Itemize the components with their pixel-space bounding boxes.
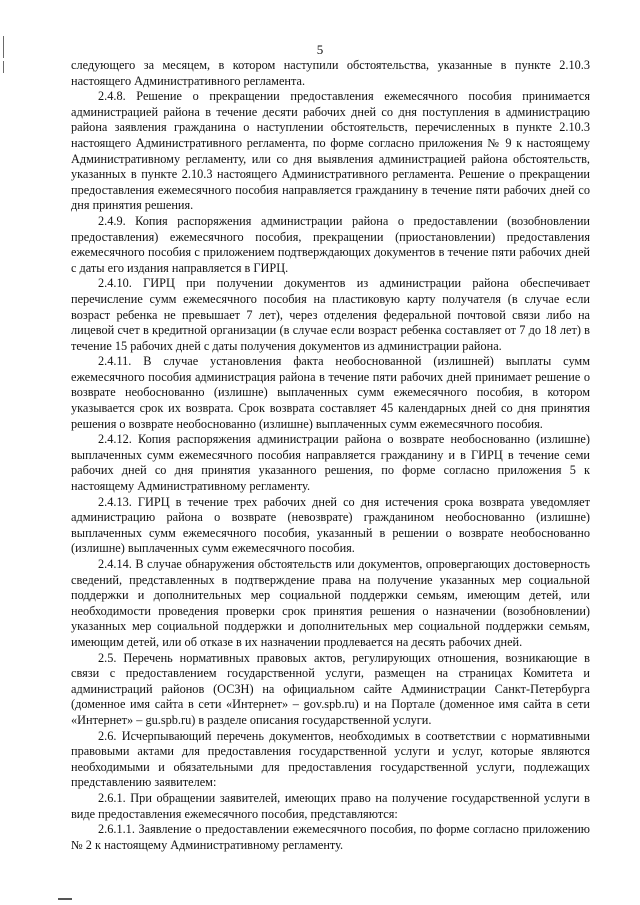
document-body — [71, 58, 590, 853]
paragraph-2-4-11: 2.4.11. В случае установления факта необоснованной (излишней) выплаты сумм ежемесячного пособия администрация района в течение пяти рабочих дней принимает решение о возврате необоснованно (излишне) выплаченных сумм ежемесячного пособия, в котором указывается срок их возврата. Срок возврата составляет 45 календарных дней со дня принятия решения о возврате необоснованно (излишне) выплаченных сумм ежемесячного пособия. — [71, 354, 590, 431]
paragraph-continuation: следующего за месяцем, в котором наступили обстоятельства, указанные в пункте 2.10.3 настоящего Административного регламента. — [71, 58, 590, 88]
paragraph-2-4-10: 2.4.10. ГИРЦ при получении документов из администрации района обеспечивает перечисление сумм ежемесячного пособия на пластиковую карту получателя (в случае если возраст ребенка не превышает 7 лет), через отделения федеральной почтовой связи либо на лицевой счет в кредитной организации (в случае если возраст ребенка составляет от 7 до 18 лет) в течение 15 рабочих дней с даты получения документов из администрации района. — [71, 276, 590, 353]
page-number: 5 — [316, 42, 324, 57]
scan-edge-mark-bottom — [58, 898, 72, 900]
paragraph-2-4-14: 2.4.14. В случае обнаружения обстоятельств или документов, опровергающих достоверность сведений, представленных в подтверждение права на получение указанных мер социальной поддержки и дополнительных мер социальной поддержки семьям, имеющим детей, или необходимости проведения проверки срок принятия решения о назначении (возобновлении) указанных мер социальной поддержки и дополнительных мер социальной поддержки семьям, имеющим детей, или об отказе в их назначении продлевается на десять рабочих дней. — [71, 557, 590, 649]
paragraph-2-4-9: 2.4.9. Копия распоряжения администрации района о предоставлении (возобновлении предоставления) ежемесячного пособия, прекращении (приостановлении) предоставления ежемесячного пособия с приложением подтверждающих документов в течение пяти рабочих дней с даты его издания направляется в ГИРЦ. — [71, 213, 590, 275]
paragraph-2-5: 2.5. Перечень нормативных правовых актов, регулирующих отношения, возникающие в связи с предоставлением государственной услуги, размещен на страницах Комитета и администраций районов (ОСЗН) на официальном сайте Администрации Санкт-Петербурга (доменное имя сайта в сети «Интернет» – gov.spb.ru) и на Портале (доменное имя сайта в сети «Интернет» – gu.spb.ru) в разделе описания государственной услуги. — [71, 650, 590, 727]
paragraph-2-6: 2.6. Исчерпывающий перечень документов, необходимых в соответствии с нормативными правовыми актами для предоставления государственной услуги и услуг, которые являются необходимыми и обязательными для предоставления государственной услуги, подлежащих представлению заявителем: — [71, 728, 590, 790]
paragraph-2-4-8: 2.4.8. Решение о прекращении предоставления ежемесячного пособия принимается администрацией района в течение десяти рабочих дней со дня поступления в администрацию района заявления гражданина о наступлении обстоятельств, перечисленных в пункте 2.10.3 настоящего Административного регламента, по форме согласно приложения № 9 к настоящему Административному регламенту, или со дня выявления администрацией района обстоятельств, указанных в пункте 2.10.3 настоящего Административного регламента. Решение о прекращении предоставления ежемесячного пособия направляется гражданину в течение пяти рабочих дней со дня принятия решения. — [71, 89, 590, 213]
paragraph-2-6-1: 2.6.1. При обращении заявителей, имеющих право на получение государственной услуги в виде предоставления ежемесячного пособия, представляются: — [71, 790, 590, 821]
paragraph-2-6-1-1: 2.6.1.1. Заявление о предоставлении ежемесячного пособия, по форме согласно приложению № 2 к настоящему Административному регламенту. — [71, 822, 590, 852]
scan-edge-mark-lower — [3, 61, 4, 73]
paragraph-2-4-12: 2.4.12. Копия распоряжения администрации района о возврате необоснованно (излишне) выплаченных сумм ежемесячного пособия направляется гражданину и в ГИРЦ в течение семи рабочих дней со дня принятия указанного решения, по форме согласно приложения 5 к настоящему Административному регламенту. — [71, 432, 590, 494]
paragraph-2-4-13: 2.4.13. ГИРЦ в течение трех рабочих дней со дня истечения срока возврата уведомляет администрацию района о возврате (невозврате) гражданином необоснованно (излишне) выплаченных сумм ежемесячного пособия, указанный в решении о возврате необоснованно (излишне) выплаченных сумм ежемесячного пособия. — [71, 494, 590, 556]
